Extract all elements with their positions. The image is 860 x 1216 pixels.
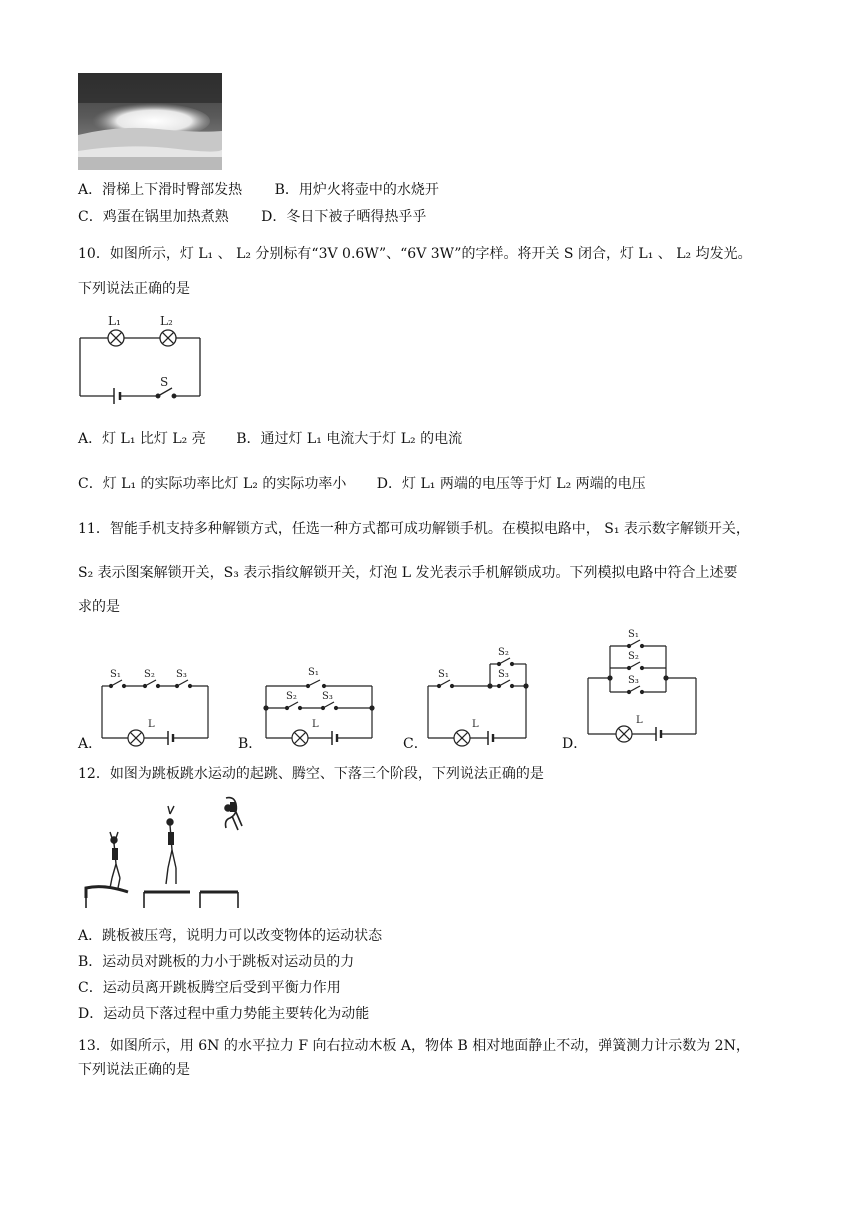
q11-a-label-s1: S₁ xyxy=(110,669,121,680)
q11-d-label-s3: S₃ xyxy=(628,675,639,686)
q9-option-b: B．用炉火将壶中的水烧开 xyxy=(274,182,439,198)
q12-option-c: C．运动员离开跳板腾空后受到平衡力作用 xyxy=(78,980,341,996)
q9-options-row1 xyxy=(78,180,439,200)
q11-d-label-l: L xyxy=(636,715,643,726)
q10-option-c: C．灯 L₁ 的实际功率比灯 L₂ 的实际功率小 xyxy=(78,476,347,492)
q10-label-l1: L₁ xyxy=(108,314,121,328)
q11-c-label-l: L xyxy=(472,719,479,730)
q11-a-label-l: L xyxy=(148,719,155,730)
q10-label-l2: L₂ xyxy=(160,314,173,328)
q11-stem-line1: 11．智能手机支持多种解锁方式，任选一种方式都可成功解锁手机。在模拟电路中， S₁ 表示数字解锁开关， xyxy=(78,521,750,537)
q11-a-label-s2: S₂ xyxy=(144,669,155,680)
q10-options-row1 xyxy=(78,429,462,449)
q10-circuit-diagram xyxy=(74,310,210,408)
q11-stem-line2: S₂ 表示图案解锁开关，S₃ 表示指纹解锁开关，灯泡 L 发光表示手机解锁成功。下列模拟电路中符合上述要 xyxy=(78,565,738,581)
q11-stem-line3: 求的是 xyxy=(78,599,120,615)
q10-stem-line1: 10．如图所示，灯 L₁ 、 L₂ 分别标有“3V 0.6W”、“6V 3W”的字样。将开关 S 闭合，灯 L₁ 、 L₂ 均发光。 xyxy=(78,246,752,262)
q11-option-c: C． xyxy=(403,736,428,752)
q11-d-label-s2: S₂ xyxy=(628,651,639,662)
q11-circuit-a xyxy=(98,660,214,750)
q11-d-label-s1: S₁ xyxy=(628,629,639,640)
q10-option-d: D．灯 L₁ 两端的电压等于灯 L₂ 两端的电压 xyxy=(376,476,646,492)
slide-photo xyxy=(78,73,222,170)
q9-options-row2 xyxy=(78,207,426,227)
q11-b-label-l: L xyxy=(312,719,319,730)
q11-b-label-s1: S₁ xyxy=(308,667,319,678)
q12-option-b: B．运动员对跳板的力小于跳板对运动员的力 xyxy=(78,954,355,970)
diving-illustration xyxy=(80,792,250,910)
q11-option-a: A． xyxy=(78,736,103,752)
q11-b-label-s3: S₃ xyxy=(322,691,333,702)
q12-option-d: D．运动员下落过程中重力势能主要转化为动能 xyxy=(78,1006,370,1022)
q10-stem-line2: 下列说法正确的是 xyxy=(78,281,190,297)
q9-option-c: C．鸡蛋在锅里加热煮熟 xyxy=(78,209,229,225)
q9-option-a: A．滑梯上下滑时臀部发热 xyxy=(78,182,243,198)
q11-option-b: B． xyxy=(238,736,263,752)
q12-stem: 12．如图为跳板跳水运动的起跳、腾空、下落三个阶段，下列说法正确的是 xyxy=(78,766,544,782)
q12-option-a: A．跳板被压弯，说明力可以改变物体的运动状态 xyxy=(78,928,383,944)
q10-option-a: A．灯 L₁ 比灯 L₂ 亮 xyxy=(78,431,206,447)
q11-c-label-s1: S₁ xyxy=(438,669,449,680)
q11-b-label-s2: S₂ xyxy=(286,691,297,702)
q11-option-d: D． xyxy=(562,736,588,752)
q11-circuit-c xyxy=(424,640,540,750)
q11-circuit-d xyxy=(584,626,704,750)
q11-c-label-s2: S₂ xyxy=(498,647,509,658)
q10-option-b: B．通过灯 L₁ 电流大于灯 L₂ 的电流 xyxy=(236,431,463,447)
q9-option-d: D．冬日下被子晒得热乎乎 xyxy=(261,209,427,225)
q10-options-row2 xyxy=(78,474,646,494)
q13-stem-line2: 下列说法正确的是 xyxy=(78,1062,190,1078)
q11-a-label-s3: S₃ xyxy=(176,669,187,680)
q10-label-s: S xyxy=(160,375,169,389)
q11-c-label-s3: S₃ xyxy=(498,669,509,680)
q13-stem-line1: 13．如图所示，用 6N 的水平拉力 F 向右拉动木板 A，物体 B 相对地面静止不动，弹簧测力计示数为 2N， xyxy=(78,1038,750,1054)
q11-circuit-b xyxy=(262,660,378,750)
